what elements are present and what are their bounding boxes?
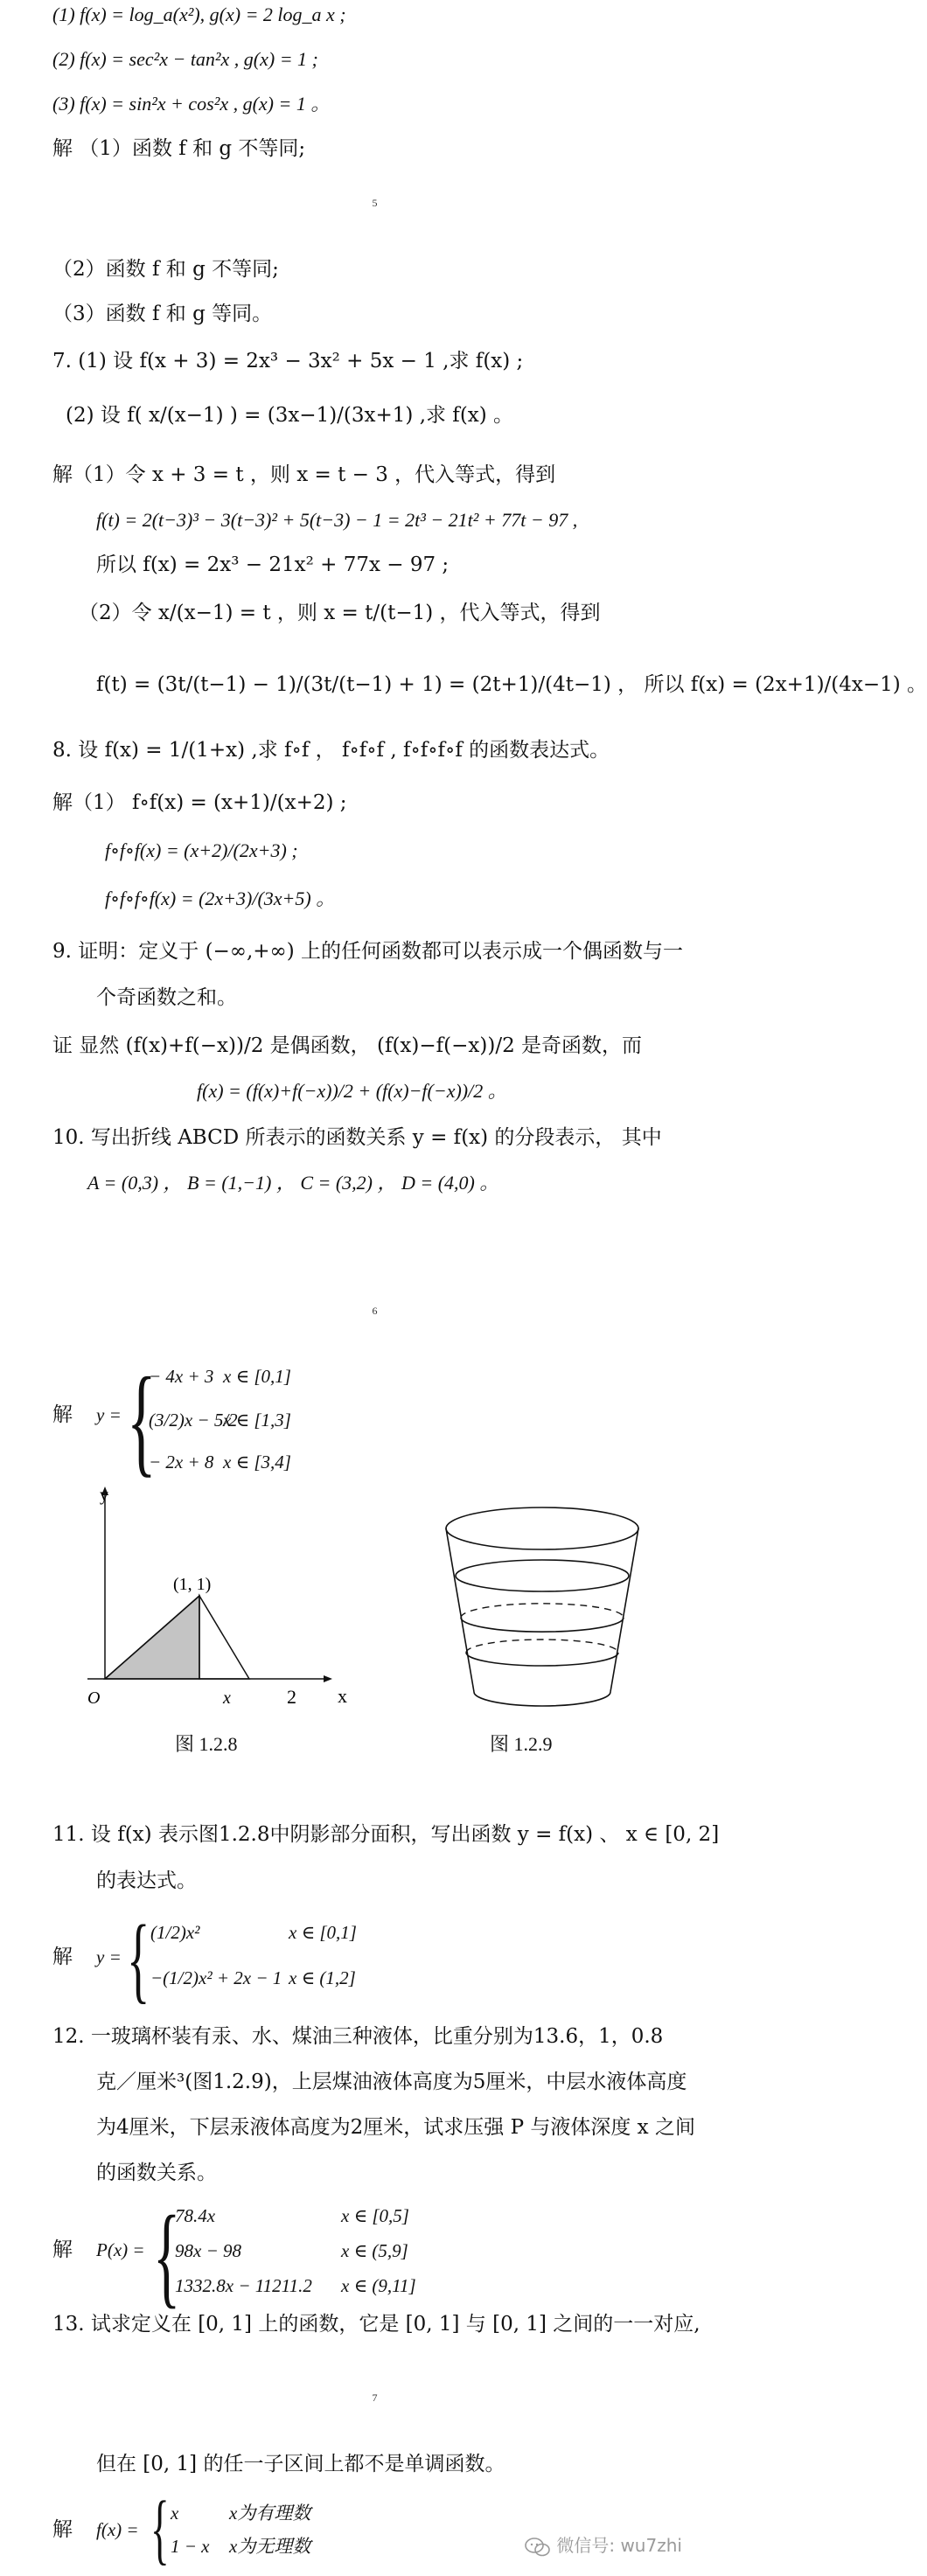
- origin-label: O: [87, 1688, 101, 1708]
- solution-6-line-1: 解 （1）函数 f 和 g 不等同;: [52, 137, 306, 160]
- solution-11-label: 解: [52, 1946, 73, 1968]
- solution-11-lhs: y =: [96, 1946, 122, 1967]
- brace: {: [127, 1353, 157, 1488]
- glass-right-wall: [610, 1528, 638, 1692]
- page-number: 5: [372, 197, 378, 209]
- problem-7-part-2: (2) 设 f( x/(x−1) ) = (3x−1)/(3x+1) ,求 f(x) 。: [66, 404, 514, 427]
- x-arrow: [324, 1675, 332, 1682]
- solution-12-lhs: P(x) =: [96, 2239, 145, 2260]
- sol11-expr-1: (1/2)x²: [150, 1922, 200, 1943]
- problem-9-line-2: 个奇函数之和。: [96, 986, 237, 1009]
- problem-6-part-1: [52, 3, 346, 28]
- sol12-cond-3: x ∈ (9,11]: [341, 2275, 416, 2296]
- sol11-cond-2: x ∈ (1,2]: [289, 1967, 356, 1988]
- sol12-cond-2: x ∈ (5,9]: [341, 2240, 408, 2261]
- problem-10-line-2: [87, 1172, 498, 1196]
- page-number: 6: [372, 1305, 378, 1317]
- line-9: f(t) = 2(t−3)³ − 3(t−3)² + 5(t−3) − 1 = 2t³ − 21t² + 77t − 97 ,: [96, 509, 578, 531]
- proof-9-line-1: 证 显然 (f(x)+f(−x))/2 是偶函数， (f(x)−f(−x))/2 是奇函数，而: [52, 1034, 643, 1057]
- problem-11-line-2: 的表达式。: [96, 1869, 197, 1892]
- problem-11-line-1: 11. 设 f(x) 表示图1.2.8中阴影部分面积，写出函数 y = f(x) 、 x ∈ [0, 2]: [52, 1823, 720, 1846]
- sol13-cond-2: x为无理数: [229, 2536, 311, 2557]
- solution-12-label: 解: [52, 2238, 73, 2261]
- figure-1-2-8: [70, 1486, 367, 1714]
- watermark-text: 微信号: wu7zhi: [556, 2535, 682, 2556]
- problem-13-line-2: 但在 [0, 1] 的任一子区间上都不是单调函数。: [96, 2453, 505, 2475]
- solution-7-line-1: 解（1）令 x + 3 = t ，则 x = t − 3 ，代入等式，得到: [52, 463, 556, 486]
- problem-9-line-1: 9. 证明：定义于 (−∞,+∞) 上的任何函数都可以表示成一个偶函数与一: [52, 940, 683, 963]
- brace: {: [127, 1905, 150, 2012]
- solution-8-line-3: [105, 888, 335, 912]
- y-axis-label: y: [100, 1486, 108, 1505]
- mercury-boundary: [466, 1653, 618, 1666]
- solution-8-line-2: [105, 839, 298, 864]
- tick-2-label: 2: [287, 1686, 296, 1708]
- line-15: f∘f∘f(x) = (x+2)/(2x+3) ;: [105, 839, 298, 861]
- sol13-expr-1: x: [171, 2503, 179, 2524]
- solution-13-label: 解: [52, 2518, 73, 2541]
- problem-10-line-1: 10. 写出折线 ABCD 所表示的函数关系 y = f(x) 的分段表示， 其中: [52, 1126, 662, 1149]
- line-2: (3) f(x) = sin²x + cos²x , g(x) = 1 。: [52, 93, 331, 115]
- brace: {: [153, 2193, 181, 2319]
- problem-6-part-2: [52, 48, 318, 73]
- x-axis-label: x: [338, 1685, 347, 1707]
- sol13-expr-2: 1 − x: [171, 2536, 210, 2557]
- problem-12-line-4: 的函数关系。: [96, 2162, 217, 2184]
- problem-12-line-2: 克／厘米³(图1.2.9)，上层煤油液体高度为5厘米，中层水液体高度: [96, 2071, 687, 2093]
- problem-8: 8. 设 f(x) = 1/(1+x) ,求 f∘f ， f∘f∘f , f∘f∘f∘f 的函数表达式。: [52, 739, 610, 762]
- sol12-cond-1: x ∈ [0,5]: [341, 2205, 409, 2226]
- figure-caption: 图 1.2.9: [490, 1733, 553, 1755]
- sol13-cond-1: x为有理数: [229, 2503, 311, 2524]
- solution-13-lhs: f(x) =: [96, 2519, 139, 2540]
- sol10-cond-2: x ∈ [1,3]: [223, 1410, 291, 1431]
- solution-10-label: 解: [52, 1403, 73, 1426]
- problem-13-line-1: 13. 试求定义在 [0, 1] 上的函数，它是 [0, 1] 与 [0, 1] 之间的一一对应,: [52, 2313, 700, 2336]
- solution-10-lhs: y =: [96, 1404, 122, 1425]
- solution-7-line-2: [96, 509, 577, 533]
- solution-6-line-3: （3）函数 f 和 g 等同。: [52, 303, 273, 325]
- solution-8-line-1: 解（1） f∘f(x) = (x+1)/(x+2) ;: [52, 791, 347, 814]
- sol12-expr-2: 98x − 98: [175, 2240, 241, 2261]
- sol12-expr-1: 78.4x: [175, 2205, 216, 2226]
- x-tick-label: x: [223, 1688, 231, 1708]
- solution-7-line-3: 所以 f(x) = 2x³ − 21x² + 77x − 97 ;: [96, 553, 450, 576]
- sol10-cond-3: x ∈ [3,4]: [223, 1452, 291, 1472]
- figure-1-2-9: [429, 1504, 656, 1714]
- solution-7-line-5: f(t) = (3t/(t−1) − 1)/(3t/(t−1) + 1) = (2t+1)/(4t−1) ， 所以 f(x) = (2x+1)/(4x−1) 。: [96, 673, 927, 696]
- proof-9-line-2: [197, 1080, 507, 1104]
- page-number: 7: [372, 2392, 378, 2404]
- water-boundary: [461, 1618, 624, 1632]
- water-boundary-back: [461, 1604, 624, 1618]
- mercury-boundary-back: [466, 1640, 618, 1653]
- peak-label: (1, 1): [173, 1575, 212, 1594]
- glass-bottom: [474, 1692, 610, 1706]
- problem-12-line-1: 12. 一玻璃杯装有汞、水、煤油三种液体，比重分别为13.6，1，0.8: [52, 2025, 664, 2048]
- solution-6-line-2: （2）函数 f 和 g 不等同;: [52, 258, 279, 281]
- sol10-expr-1: − 4x + 3: [149, 1366, 214, 1387]
- kerosene-surface: [456, 1560, 629, 1591]
- unshaded-triangle: [199, 1596, 249, 1679]
- solution-7-line-4: （2）令 x/(x−1) = t ，则 x = t/(t−1) ，代入等式，得到: [79, 602, 601, 624]
- brace: {: [150, 2486, 170, 2573]
- sol10-expr-3: − 2x + 8: [149, 1452, 214, 1472]
- sol10-expr-2: (3/2)x − 5/2: [149, 1410, 238, 1431]
- sol11-cond-1: x ∈ [0,1]: [289, 1922, 357, 1943]
- sol11-expr-2: −(1/2)x² + 2x − 1: [150, 1967, 282, 1988]
- watermark: [525, 2531, 682, 2558]
- glass-rim: [446, 1507, 638, 1549]
- problem-6-part-3: [52, 93, 330, 117]
- line-20: f(x) = (f(x)+f(−x))/2 + (f(x)−f(−x))/2 。: [197, 1080, 507, 1102]
- line-0: (1) f(x) = log_a(x²), g(x) = 2 log_a x ;: [52, 3, 346, 25]
- sol10-cond-1: x ∈ [0,1]: [223, 1366, 291, 1387]
- sol12-expr-3: 1332.8x − 11211.2: [175, 2275, 312, 2296]
- wechat-icon: [525, 2537, 551, 2558]
- line-1: (2) f(x) = sec²x − tan²x , g(x) = 1 ;: [52, 48, 318, 70]
- problem-7-part-1: 7. (1) 设 f(x + 3) = 2x³ − 3x² + 5x − 1 ,求 f(x) ;: [52, 350, 524, 372]
- line-22: A = (0,3) ， B = (1,−1) ， C = (3,2) ， D = (4,0) 。: [87, 1172, 499, 1194]
- problem-12-line-3: 为4厘米，下层汞液体高度为2厘米，试求压强 P 与液体深度 x 之间: [96, 2116, 695, 2139]
- glass-left-wall: [446, 1528, 474, 1692]
- line-16: f∘f∘f∘f(x) = (2x+3)/(3x+5) 。: [105, 888, 336, 909]
- figure-caption: 图 1.2.8: [175, 1733, 238, 1755]
